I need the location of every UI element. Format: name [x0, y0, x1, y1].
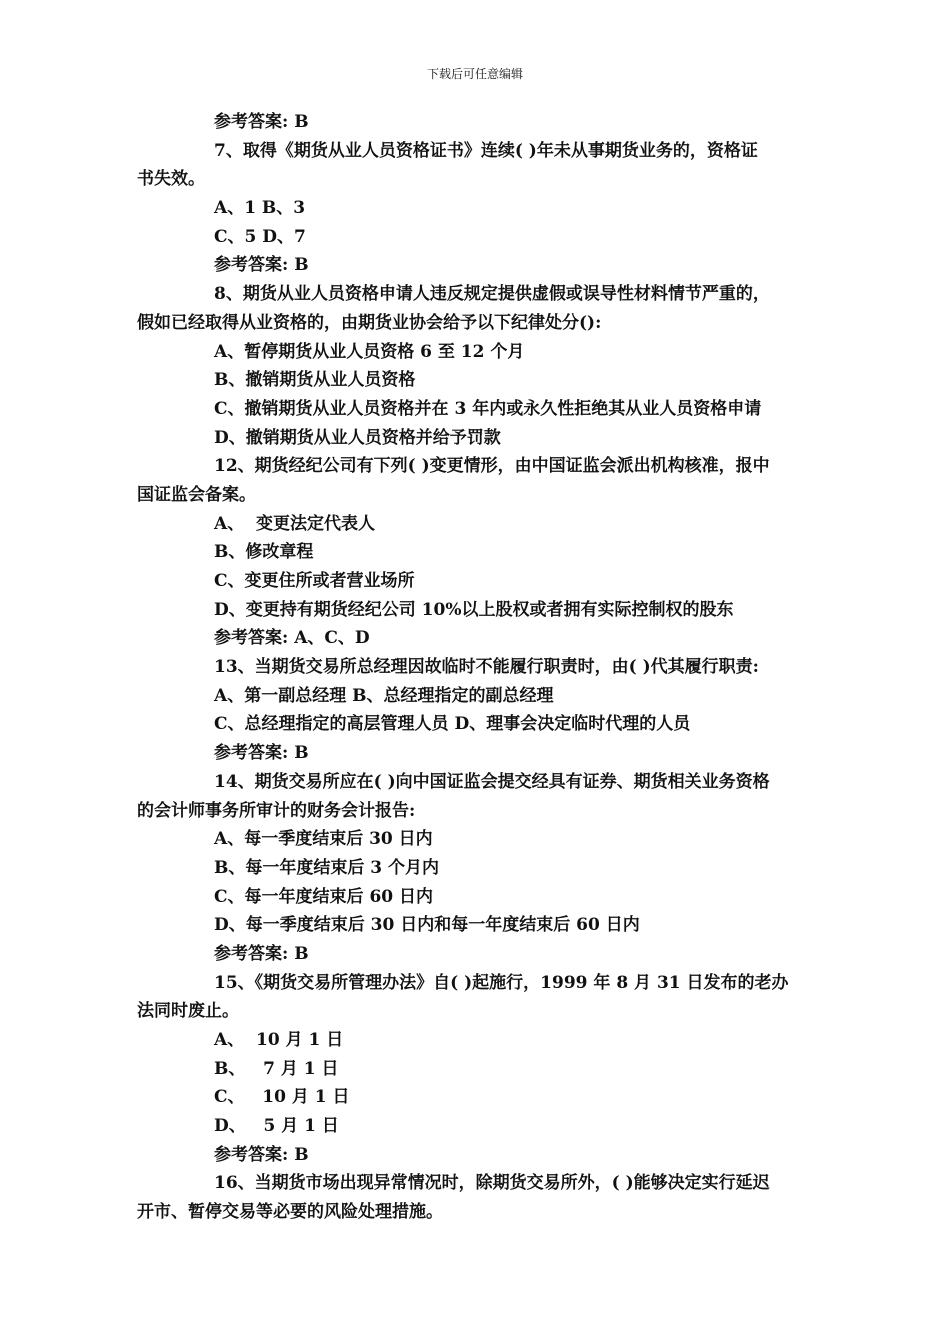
page-header: 下载后可任意编辑	[426, 67, 523, 81]
text-line: 法同时废止。	[137, 1001, 239, 1022]
text-line: B、 7 月 1 日	[214, 1058, 339, 1079]
text-line: A、 10 月 1 日	[214, 1030, 344, 1050]
text-line: 国证监会备案。	[137, 484, 256, 505]
text-line: C、变更住所或者营业场所	[214, 571, 415, 591]
text-line: 15、《期货交易所管理办法》自( )起施行，1999 年 8 月 31 日发布的老办	[214, 972, 789, 993]
text-line: 参考答案: B	[214, 1144, 309, 1165]
text-line: D、变更持有期货经纪公司 10%以上股权或者拥有实际控制权的股东	[214, 599, 734, 620]
text-line: 参考答案: B	[214, 112, 309, 132]
text-line: A、1 B、3	[214, 198, 306, 219]
text-line: 7、取得《期货从业人员资格证书》连续( )年未从事期货业务的，资格证	[214, 140, 758, 161]
text-line: C、 10 月 1 日	[214, 1087, 350, 1108]
text-line: B、修改章程	[214, 542, 314, 563]
text-line: 书失效。	[137, 169, 205, 190]
text-line: 14、期货交易所应在( )向中国证监会提交经具有证券、期货相关业务资格	[214, 771, 770, 792]
text-line: 8、期货从业人员资格申请人违反规定提供虚假或误导性材料情节严重的，	[214, 284, 770, 305]
text-line: 12、期货经纪公司有下列( )变更情形，由中国证监会派出机构核准，报中	[214, 456, 770, 477]
text-line: 参考答案: B	[214, 255, 309, 276]
text-line: D、撤销期货从业人员资格并给予罚款	[214, 427, 501, 448]
text-line: A、暂停期货从业人员资格 6 至 12 个月	[214, 341, 525, 362]
text-line: A、每一季度结束后 30 日内	[214, 829, 433, 850]
text-line: 16、当期货市场出现异常情况时，除期货交易所外，( )能够决定实行延迟	[214, 1173, 770, 1194]
document-body	[137, 108, 837, 1227]
text-line: D、 5 月 1 日	[214, 1116, 339, 1137]
text-line: A、 变更法定代表人	[214, 513, 376, 534]
text-line: A、第一副总经理 B、总经理指定的副总经理	[214, 685, 554, 706]
text-line: C、5 D、7	[214, 226, 306, 247]
text-line: 开市、暂停交易等必要的风险处理措施。	[137, 1202, 443, 1223]
text-line: 参考答案: B	[214, 743, 309, 764]
text-line: 参考答案: B	[214, 943, 309, 964]
text-line: 13、当期货交易所总经理因故临时不能履行职责时，由( )代其履行职责:	[214, 657, 759, 678]
text-line: 参考答案: A、C、D	[214, 628, 370, 649]
text-line: 假如已经取得从业资格的，由期货业协会给予以下纪律处分():	[137, 312, 602, 333]
text-line: 的会计师事务所审计的财务会计报告:	[137, 800, 416, 821]
text-line: C、总经理指定的高层管理人员 D、理事会决定临时代理的人员	[214, 714, 691, 735]
text-line: B、每一年度结束后 3 个月内	[214, 857, 440, 878]
text-line: B、撤销期货从业人员资格	[214, 370, 416, 391]
text-line: C、撤销期货从业人员资格并在 3 年内或永久性拒绝其从业人员资格申请	[214, 398, 762, 419]
text-line: C、每一年度结束后 60 日内	[214, 886, 434, 907]
text-line: D、每一季度结束后 30 日内和每一年度结束后 60 日内	[214, 915, 640, 936]
